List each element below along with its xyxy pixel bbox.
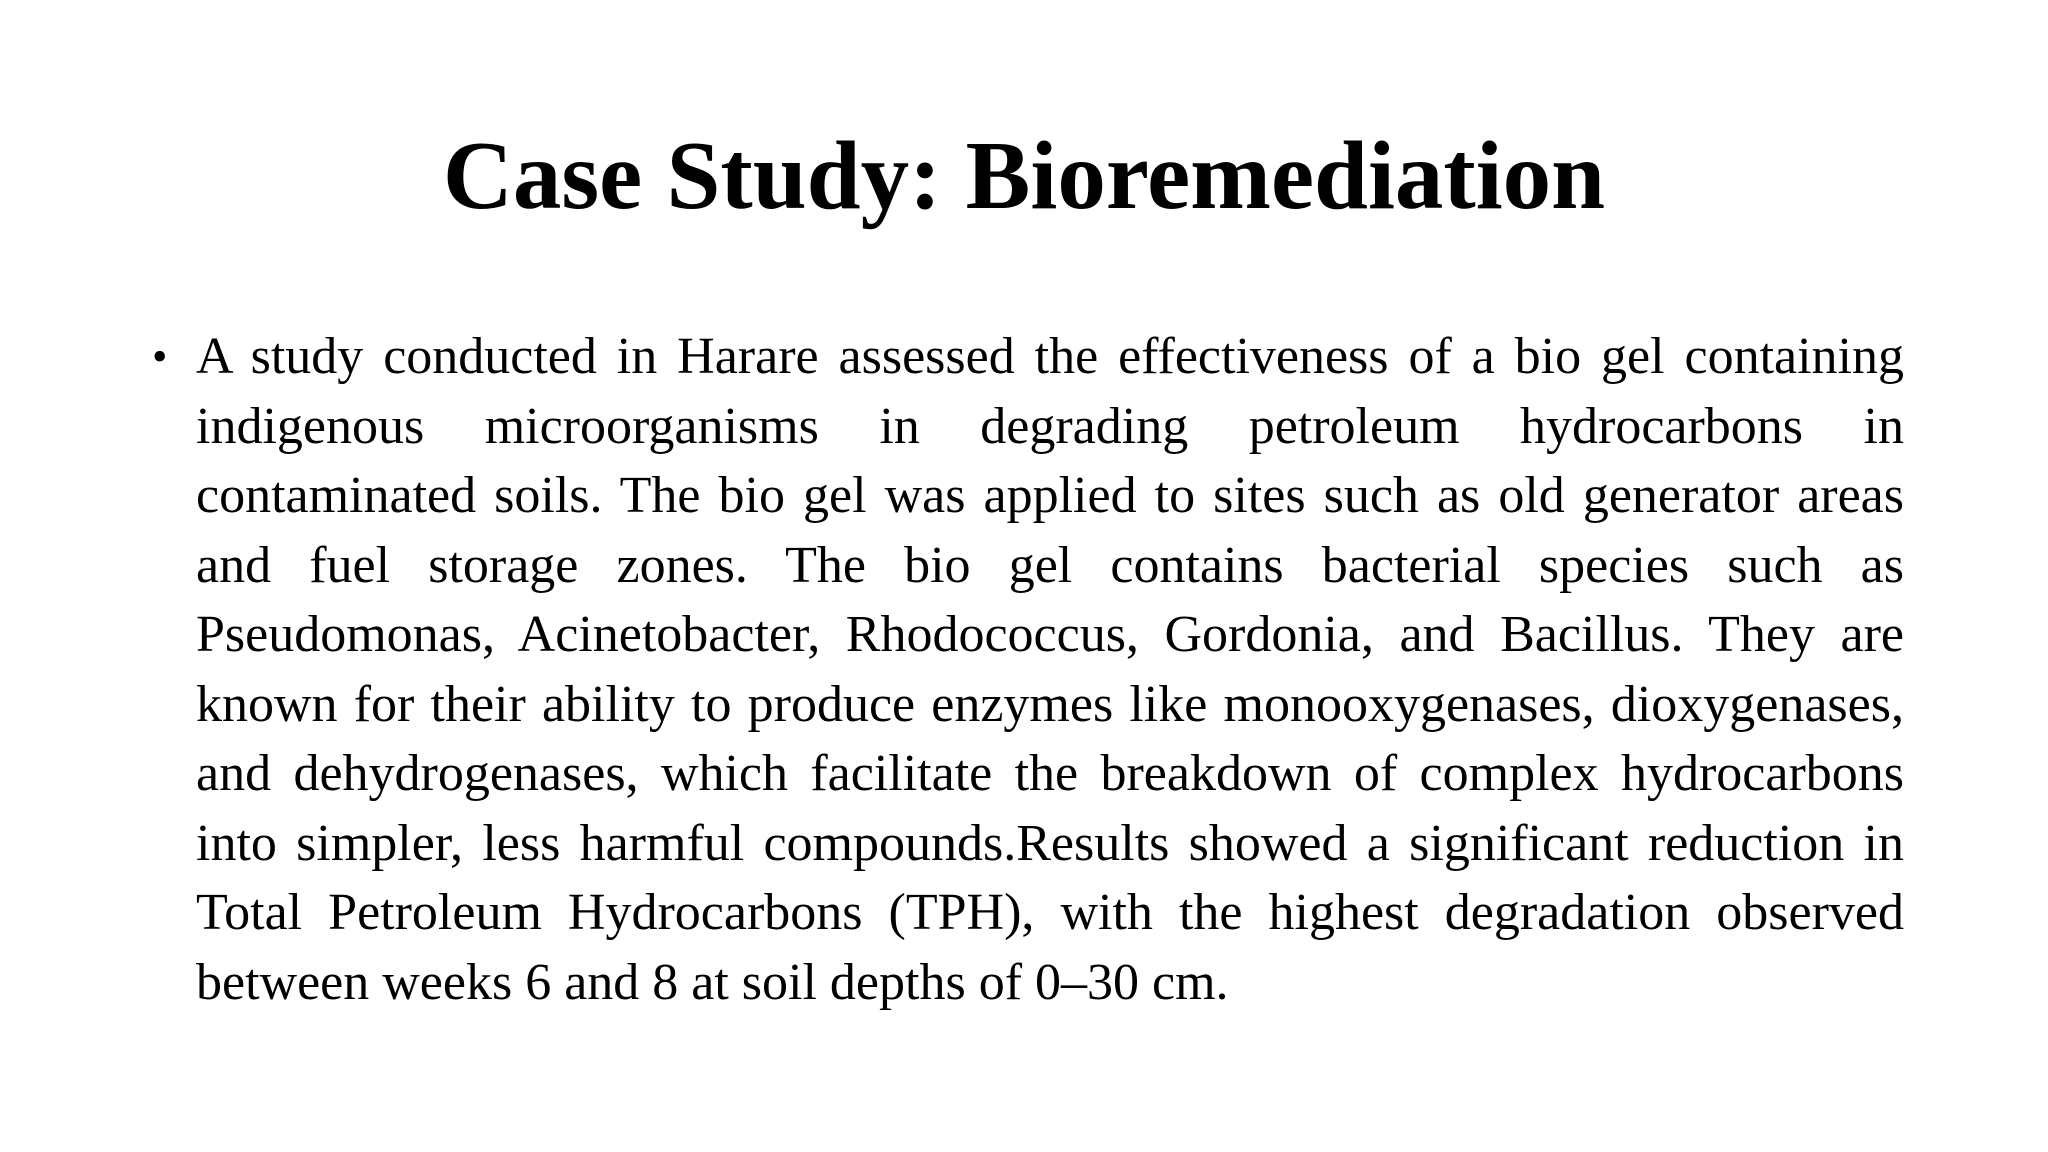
bullet-item [152, 322, 1904, 1017]
bullet-list [152, 322, 1904, 1017]
bullet-text: A study conducted in Harare assessed the effectiveness of a bio gel containing indigenous microorganisms in degrading petroleum hydrocarbons in contaminated soils. The bio gel was applied to sites such as old generator areas and fuel storage zones. The bio gel contains bacterial species such as Pseudomonas, Acinetobacter, Rhodococcus, Gordonia, and Bacillus. They are known for their ability to produce enzymes like monooxygenases, dioxygenases, and dehydrogenases, which facilitate the breakdown of complex hydrocarbons into simpler, less harmful compounds.Results showed a significant reduction in Total Petroleum Hydrocarbons (TPH), with the highest degradation observed between weeks 6 and 8 at soil depths of 0–30 cm. [196, 328, 1904, 1011]
bullet-marker: • [152, 332, 168, 381]
slide-title: Case Study: Bioremediation [442, 122, 1606, 229]
